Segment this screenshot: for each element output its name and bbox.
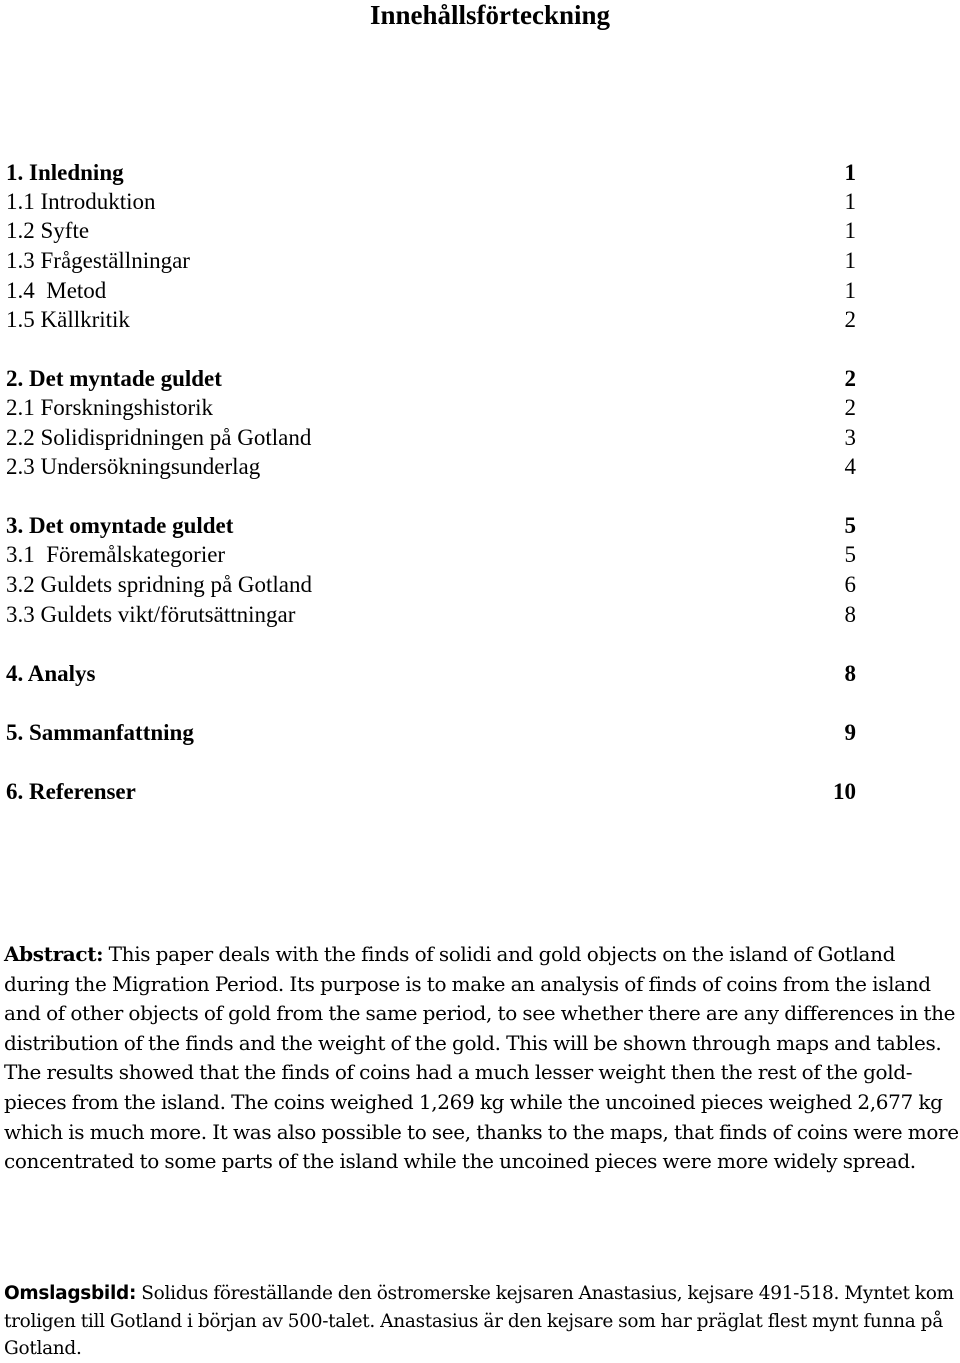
toc-entry [6, 364, 856, 393]
abstract-label: Abstract: [4, 942, 104, 966]
toc-entry [6, 216, 856, 245]
toc-entry [6, 452, 856, 481]
toc-entry-label: 3. Det omyntade guldet [6, 513, 234, 538]
toc-entry [6, 187, 856, 216]
page-title: Innehållsförteckning [369, 0, 611, 30]
toc-entry-page: 10 [833, 779, 856, 804]
toc-entry [6, 276, 856, 305]
toc-entry [6, 600, 856, 629]
toc-entry-label: 2.1 Forskningshistorik [6, 395, 214, 420]
toc-entry [6, 511, 856, 540]
toc-entry [6, 423, 856, 452]
toc-entry-label: 1. Inledning [6, 160, 124, 185]
toc-entry [6, 570, 856, 599]
toc-entry [6, 246, 856, 275]
toc-entry-page: 2 [844, 395, 856, 420]
toc-entry-label: 6. Referenser [6, 779, 136, 804]
toc-entry-label: 1.2 Syfte [6, 218, 90, 243]
toc-entry [6, 393, 856, 422]
toc-entry-page: 8 [844, 661, 856, 686]
toc-entry [6, 305, 856, 334]
toc-entry-label: 2. Det myntade guldet [6, 366, 222, 391]
toc-entry-page: 1 [844, 278, 856, 303]
toc-entry-page: 1 [844, 160, 856, 185]
cover-label: Omslagsbild: [4, 1283, 137, 1304]
toc-entry [6, 659, 856, 688]
toc-entry-page: 6 [844, 572, 856, 597]
cover-text: Solidus föreställande den östromerske kejsaren Anastasius, kejsare 491-518. Myntet kom troligen till Gotland i början av 500-talet. Anastasius är den kejsare som har präglat flest mynt funna på Gotland. [4, 1283, 954, 1359]
toc-entry-page: 8 [844, 602, 856, 627]
toc-entry-label: 3.2 Guldets spridning på Gotland [6, 572, 312, 597]
toc-entry-page: 2 [844, 307, 856, 332]
toc-entry-label: 5. Sammanfattning [6, 720, 194, 745]
toc-entry-label: 1.5 Källkritik [6, 307, 130, 332]
toc-entry [6, 158, 856, 187]
toc-entry-page: 5 [844, 542, 856, 567]
toc-entry-label: 3.3 Guldets vikt/förutsättningar [6, 602, 296, 627]
toc-entry-page: 1 [844, 189, 856, 214]
toc-entry-label: 1.1 Introduktion [6, 189, 156, 214]
toc-entry [6, 777, 856, 806]
abstract-text: This paper deals with the finds of solidi and gold objects on the island of Gotland during the Migration Period. Its purpose is to make an analysis of finds of coins from the island and of other objects of gold from the same period, to see whether there are any differences in the distribution of the finds and the weight of the gold. This will be shown through maps and tables. The results showed that the finds of coins had a much lesser weight then the rest of the gold-pieces from the island. The coins weighed 1,269 kg while the uncoined pieces weighed 2,677 kg which is much more. It was also possible to see, thanks to the maps, that finds of coins were more concentrated to some parts of the island while the uncoined pieces were more widely spread. [4, 942, 959, 1174]
toc-entry-page: 9 [844, 720, 856, 745]
toc-entry-page: 1 [844, 248, 856, 273]
toc-entry-label: 1.3 Frågeställningar [6, 248, 190, 273]
toc-entry-label: 2.2 Solidispridningen på Gotland [6, 425, 312, 450]
abstract-paragraph [4, 940, 960, 1177]
toc-entry [6, 540, 856, 569]
toc-entry-label: 3.1 Föremålskategorier [6, 542, 226, 567]
toc-entry-page: 3 [844, 425, 856, 450]
toc-entry-page: 2 [844, 366, 856, 391]
toc-entry-label: 1.4 Metod [6, 278, 107, 303]
toc-entry [6, 718, 856, 747]
toc-entry-page: 5 [844, 513, 856, 538]
toc-entry-label: 2.3 Undersökningsunderlag [6, 454, 261, 479]
toc-entry-label: 4. Analys [6, 661, 96, 686]
cover-caption [4, 1280, 960, 1363]
toc-entry-page: 1 [844, 218, 856, 243]
toc-entry-page: 4 [844, 454, 856, 479]
